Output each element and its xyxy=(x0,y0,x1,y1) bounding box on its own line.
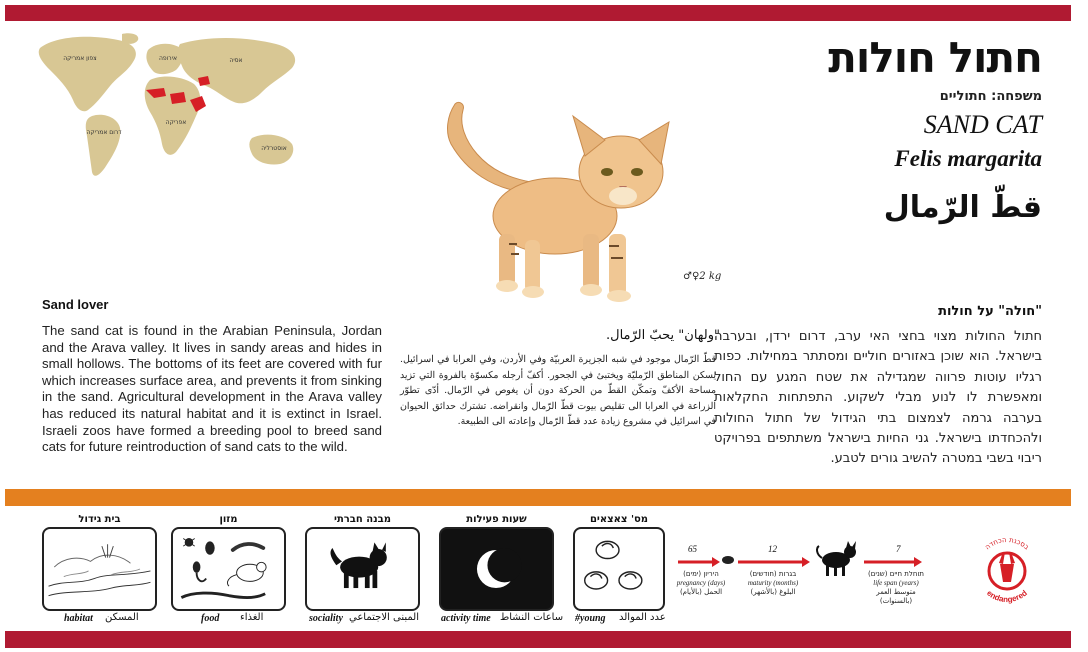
life-cycle-timeline xyxy=(676,540,936,620)
maturity-label-english: maturity (months) xyxy=(747,579,799,587)
embryo-icon xyxy=(722,556,734,564)
arabic-body: قطّ الرّمال موجود في شبه الجزيرة العربيّة وفي الأردن، وفي العرابا في اسرائيل. يسكن المناطق الرّمليّة ويختبئ في الجحور. أكفّ أرجله مكسوّة بالفروة التي تزيد مساحة الأكفّ وتمكّن القطّ من الحركة دون أن يغوص في الرّمال. أدّى تطوّر الزراعة في العرابا الى تقليص بيوت قطّ الرّمال وانقراضه. تشترك حدائق الحيوان في اسرائيل في مشروع زيادة عدد قطّ الرّمال وإعادته الى الطبيعة. xyxy=(400,354,716,428)
young-label-english: #young xyxy=(575,613,606,624)
sociality-box xyxy=(305,527,420,611)
top-color-bar xyxy=(5,5,1071,21)
rodent-icon xyxy=(227,562,266,586)
pregnancy-value: 65 xyxy=(688,544,697,554)
kittens-icon xyxy=(575,529,663,609)
habitat-label-hebrew: בית גידול xyxy=(78,514,121,525)
young-label-arabic: عدد الموالد xyxy=(619,612,666,623)
hebrew-body: חתול החולות מצוי בחצי האי ערב, דרום ירדן, ובערבה בישראל. הוא שוכן באזורים חוליים ומסתתר במחילות. כפות רגליו עוטות פרווה שמגדילה את שטח המגע עם החול ומאפשרת לו לנוע מבלי לשקוע. התפתחות החקלאות בערבה גרמה לצמצום בתי הגידול של חתול החולות ולהכחדתו בישראל. גני החיות בישראל משתתפים בפרויקט ריבוי בשבי במטרה להשיב גורים לטבע. xyxy=(714,329,1042,467)
pregnancy-label-english: pregnancy (days) xyxy=(676,579,726,587)
pregnancy-label-arabic: الحمل (بالأيام) xyxy=(679,588,723,596)
middle-color-bar xyxy=(5,489,1071,506)
activity-box xyxy=(439,527,554,611)
young-label-hebrew: מס' צאצאים xyxy=(589,514,649,525)
cat-eye xyxy=(601,168,613,176)
south-america-shape xyxy=(86,115,121,176)
activity-label-english: activity time xyxy=(441,613,491,624)
food-box xyxy=(171,527,286,611)
maturity-value: 12 xyxy=(768,544,777,554)
cat-paw xyxy=(522,286,544,298)
food-animals-icon xyxy=(173,529,284,609)
map-label: אסיה xyxy=(229,57,243,64)
bottom-color-bar xyxy=(5,631,1071,648)
svg-text:בסכנת הכחדה xyxy=(984,536,1031,551)
oryx-head-icon xyxy=(999,552,1015,582)
sociality-label-arabic: المبنى الاجتماعي xyxy=(349,612,419,623)
status-top-text: בסכנת הכחדה xyxy=(983,535,1031,552)
maturity-label-arabic: البلوغ (بالأشهر) xyxy=(750,588,796,596)
map-label: אפריקה xyxy=(165,119,187,126)
lifespan-label-arabic: متوسط العمر (بالسنوات) xyxy=(876,588,916,605)
beetle-icon xyxy=(205,541,215,554)
lifespan-label-english: life span (years) xyxy=(873,579,919,587)
sand-cat-illustration xyxy=(433,94,683,310)
cat-leg xyxy=(583,234,599,290)
english-body: The sand cat is found in the Arabian Peninsula, Jordan and the Arava valley. It lives in sandy areas and hides in small hollows. The bottoms of its feet are covered with fur which increases surface area, and prevents it from sinking in the sand. Agricultural development in the Arava valley has reduced its natural habitat and it is extinct in Israel. Israeli zoos have formed a breeding pool to breed sand cats for future reintroduction of sand cats to the wild. xyxy=(42,323,382,455)
family-hebrew: משפחה: חתוליים xyxy=(939,89,1042,104)
world-distribution-map xyxy=(30,30,308,188)
habitat-box xyxy=(42,527,157,611)
worm-icon xyxy=(233,544,263,550)
moon-icon xyxy=(441,529,552,609)
title-english: SAND CAT xyxy=(923,110,1042,139)
endangered-status-badge xyxy=(969,530,1045,610)
cat-leg xyxy=(525,240,540,292)
food-label-hebrew: מזון xyxy=(219,514,238,525)
svg-text:endangered xyxy=(985,588,1029,604)
activity-label-arabic: ساعات النشاط xyxy=(500,612,564,623)
food-label-english: food xyxy=(201,613,220,624)
africa-shape xyxy=(145,77,201,155)
map-label: אירופה xyxy=(158,55,178,62)
scorpion-icon xyxy=(193,561,206,581)
cat-leg xyxy=(609,234,626,296)
young-box xyxy=(573,527,665,611)
habitat-label-english: habitat xyxy=(64,613,93,624)
english-heading: Sand lover xyxy=(42,297,109,312)
lifespan-value: 7 xyxy=(896,544,901,554)
cat-paw xyxy=(607,290,631,302)
title-latin: Felis margarita xyxy=(894,146,1042,171)
lizard-icon xyxy=(181,593,265,598)
habitat-label-arabic: المسكن xyxy=(105,612,139,623)
pregnancy-label-hebrew: היריון (ימים) xyxy=(683,570,719,578)
map-label: צפון אמריקה xyxy=(63,55,97,62)
spider-icon xyxy=(183,539,194,547)
adult-cat-icon xyxy=(817,541,856,576)
cat-paw xyxy=(496,280,518,292)
maturity-label-hebrew: בגרות (חודשים) xyxy=(749,570,797,578)
cat-paw xyxy=(580,284,602,296)
arabic-heading: "ولهان" يحبّ الرّمال. xyxy=(606,328,720,343)
cat-muzzle xyxy=(609,187,637,205)
desert-habitat-icon xyxy=(44,529,155,609)
greenland-shape xyxy=(122,33,138,44)
north-america-shape xyxy=(39,37,136,112)
cat-eye xyxy=(631,168,643,176)
cat-tail xyxy=(448,102,531,192)
hebrew-heading: "חולה" על חולות xyxy=(938,304,1042,319)
title-arabic: قطّ الرّمال xyxy=(883,190,1042,225)
range-sahara xyxy=(170,92,186,104)
sociality-label-english: sociality xyxy=(309,613,343,624)
status-bottom-text: endangered xyxy=(985,588,1029,605)
map-label: דרום אמריקה xyxy=(86,129,122,136)
cat-leg xyxy=(499,234,515,286)
map-label: אוסטרליה xyxy=(261,145,287,152)
sociality-label-hebrew: מבנה חברתי xyxy=(334,514,391,525)
activity-label-hebrew: שעות פעילות xyxy=(466,514,527,525)
sex-weight-label: ♂♀2 kg xyxy=(683,271,722,282)
solitary-cat-icon xyxy=(307,529,418,609)
food-label-arabic: الغذاء xyxy=(240,612,264,623)
title-hebrew: חתול חולות xyxy=(828,33,1042,82)
lifespan-label-hebrew: תוחלת חיים (שנים) xyxy=(868,570,924,578)
